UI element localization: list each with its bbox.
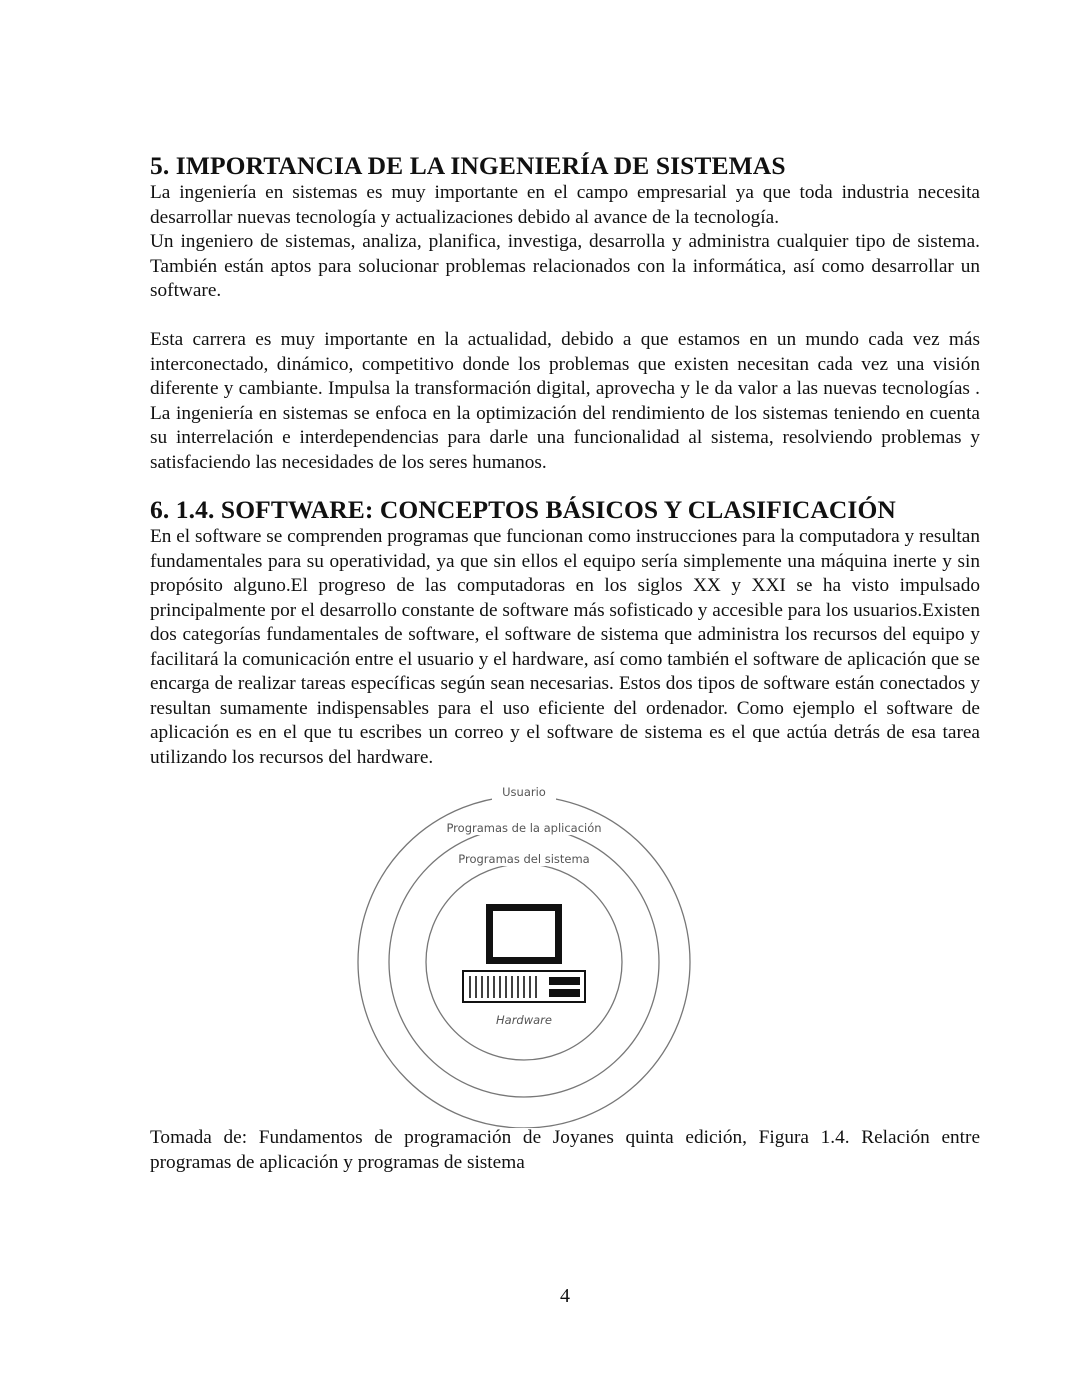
user-label: Usuario xyxy=(502,786,546,799)
drive-slot-icon xyxy=(549,989,580,997)
section-6-paragraph: En el software se comprenden programas que funcionan como instrucciones para la computadora y resultan fundamentales para su operatividad, ya que sin ellos el equipo sería simplemente una máquina inerte y sin propósito alguno.El progreso de las computadoras en los siglos XX y XXI se ha visto impulsado principalmente por el desarrollo constante de software más sofisticado y accesible para los usuarios.Existen dos categorías fundamentales de software, el software de sistema que administra los recursos del equipo y facilitará la comunicación entre el usuario y el hardware, así como también el software de aplicación que se encarga de realizar tareas específicas según sean necesarias. Estos dos tipos de software están conectados y resultan sumamente indispensables para el uso eficiente del ordenador. Como ejemplo el software de aplicación es en el que tu escribes un correo y el software de sistema es el que actúa detrás de esa tarea utilizando los recursos del hardware. xyxy=(150,526,980,768)
software-layers-diagram xyxy=(356,786,692,1128)
hardware-label: Hardware xyxy=(496,1013,552,1027)
application-programs-label: Programas de la aplicación xyxy=(446,821,602,835)
page-number: 4 xyxy=(560,1285,570,1307)
section-5-paragraph-3: Esta carrera es muy importante en la actualidad, debido a que estamos en un mundo cada vez más interconectado, dinámico, competitivo donde los problemas que existen necesitan cada vez una visión diferente y cambiante. Impulsa la transformación digital, aprovecha y le da valor a las nuevas tecnologías . La ingeniería en sistemas se enfoca en la optimización del rendimiento de los sistemas teniendo en cuenta su interrelación e interdependencias para darle una funcionalidad al sistema, resolviendo problemas y satisfaciendo las necesidades de los seres humanos. xyxy=(150,329,980,473)
section-5-paragraph-1: La ingeniería en sistemas es muy importante en el campo empresarial ya que toda industria necesita desarrollar nuevas tecnología y actualizaciones debido al avance de la tecnología. xyxy=(150,182,980,228)
section-5 xyxy=(150,150,980,475)
figure-caption-text: Tomada de: Fundamentos de programación de Joyanes quinta edición, Figura 1.4. Relación entre programas de aplicación y programas de sistema xyxy=(150,1127,980,1173)
drive-slot-icon xyxy=(549,977,580,985)
section-5-heading: 5. IMPORTANCIA DE LA INGENIERÍA DE SISTEMAS xyxy=(150,151,786,180)
figure-caption xyxy=(150,1126,980,1175)
computer-icon xyxy=(463,908,585,1003)
software-layers-figure xyxy=(356,786,692,1128)
section-5-paragraph-2: Un ingeniero de sistemas, analiza, planifica, investiga, desarrolla y administra cualquier tipo de sistema. También están aptos para solucionar problemas relacionados con la informática, así como desarrollar un software. xyxy=(150,231,980,301)
section-6 xyxy=(150,494,980,770)
system-programs-label: Programas del sistema xyxy=(458,852,590,866)
monitor-icon xyxy=(490,908,559,961)
section-6-heading: 6. 1.4. SOFTWARE: CONCEPTOS BÁSICOS Y CLASIFICACIÓN xyxy=(150,495,896,524)
paragraph-gap xyxy=(150,304,980,329)
